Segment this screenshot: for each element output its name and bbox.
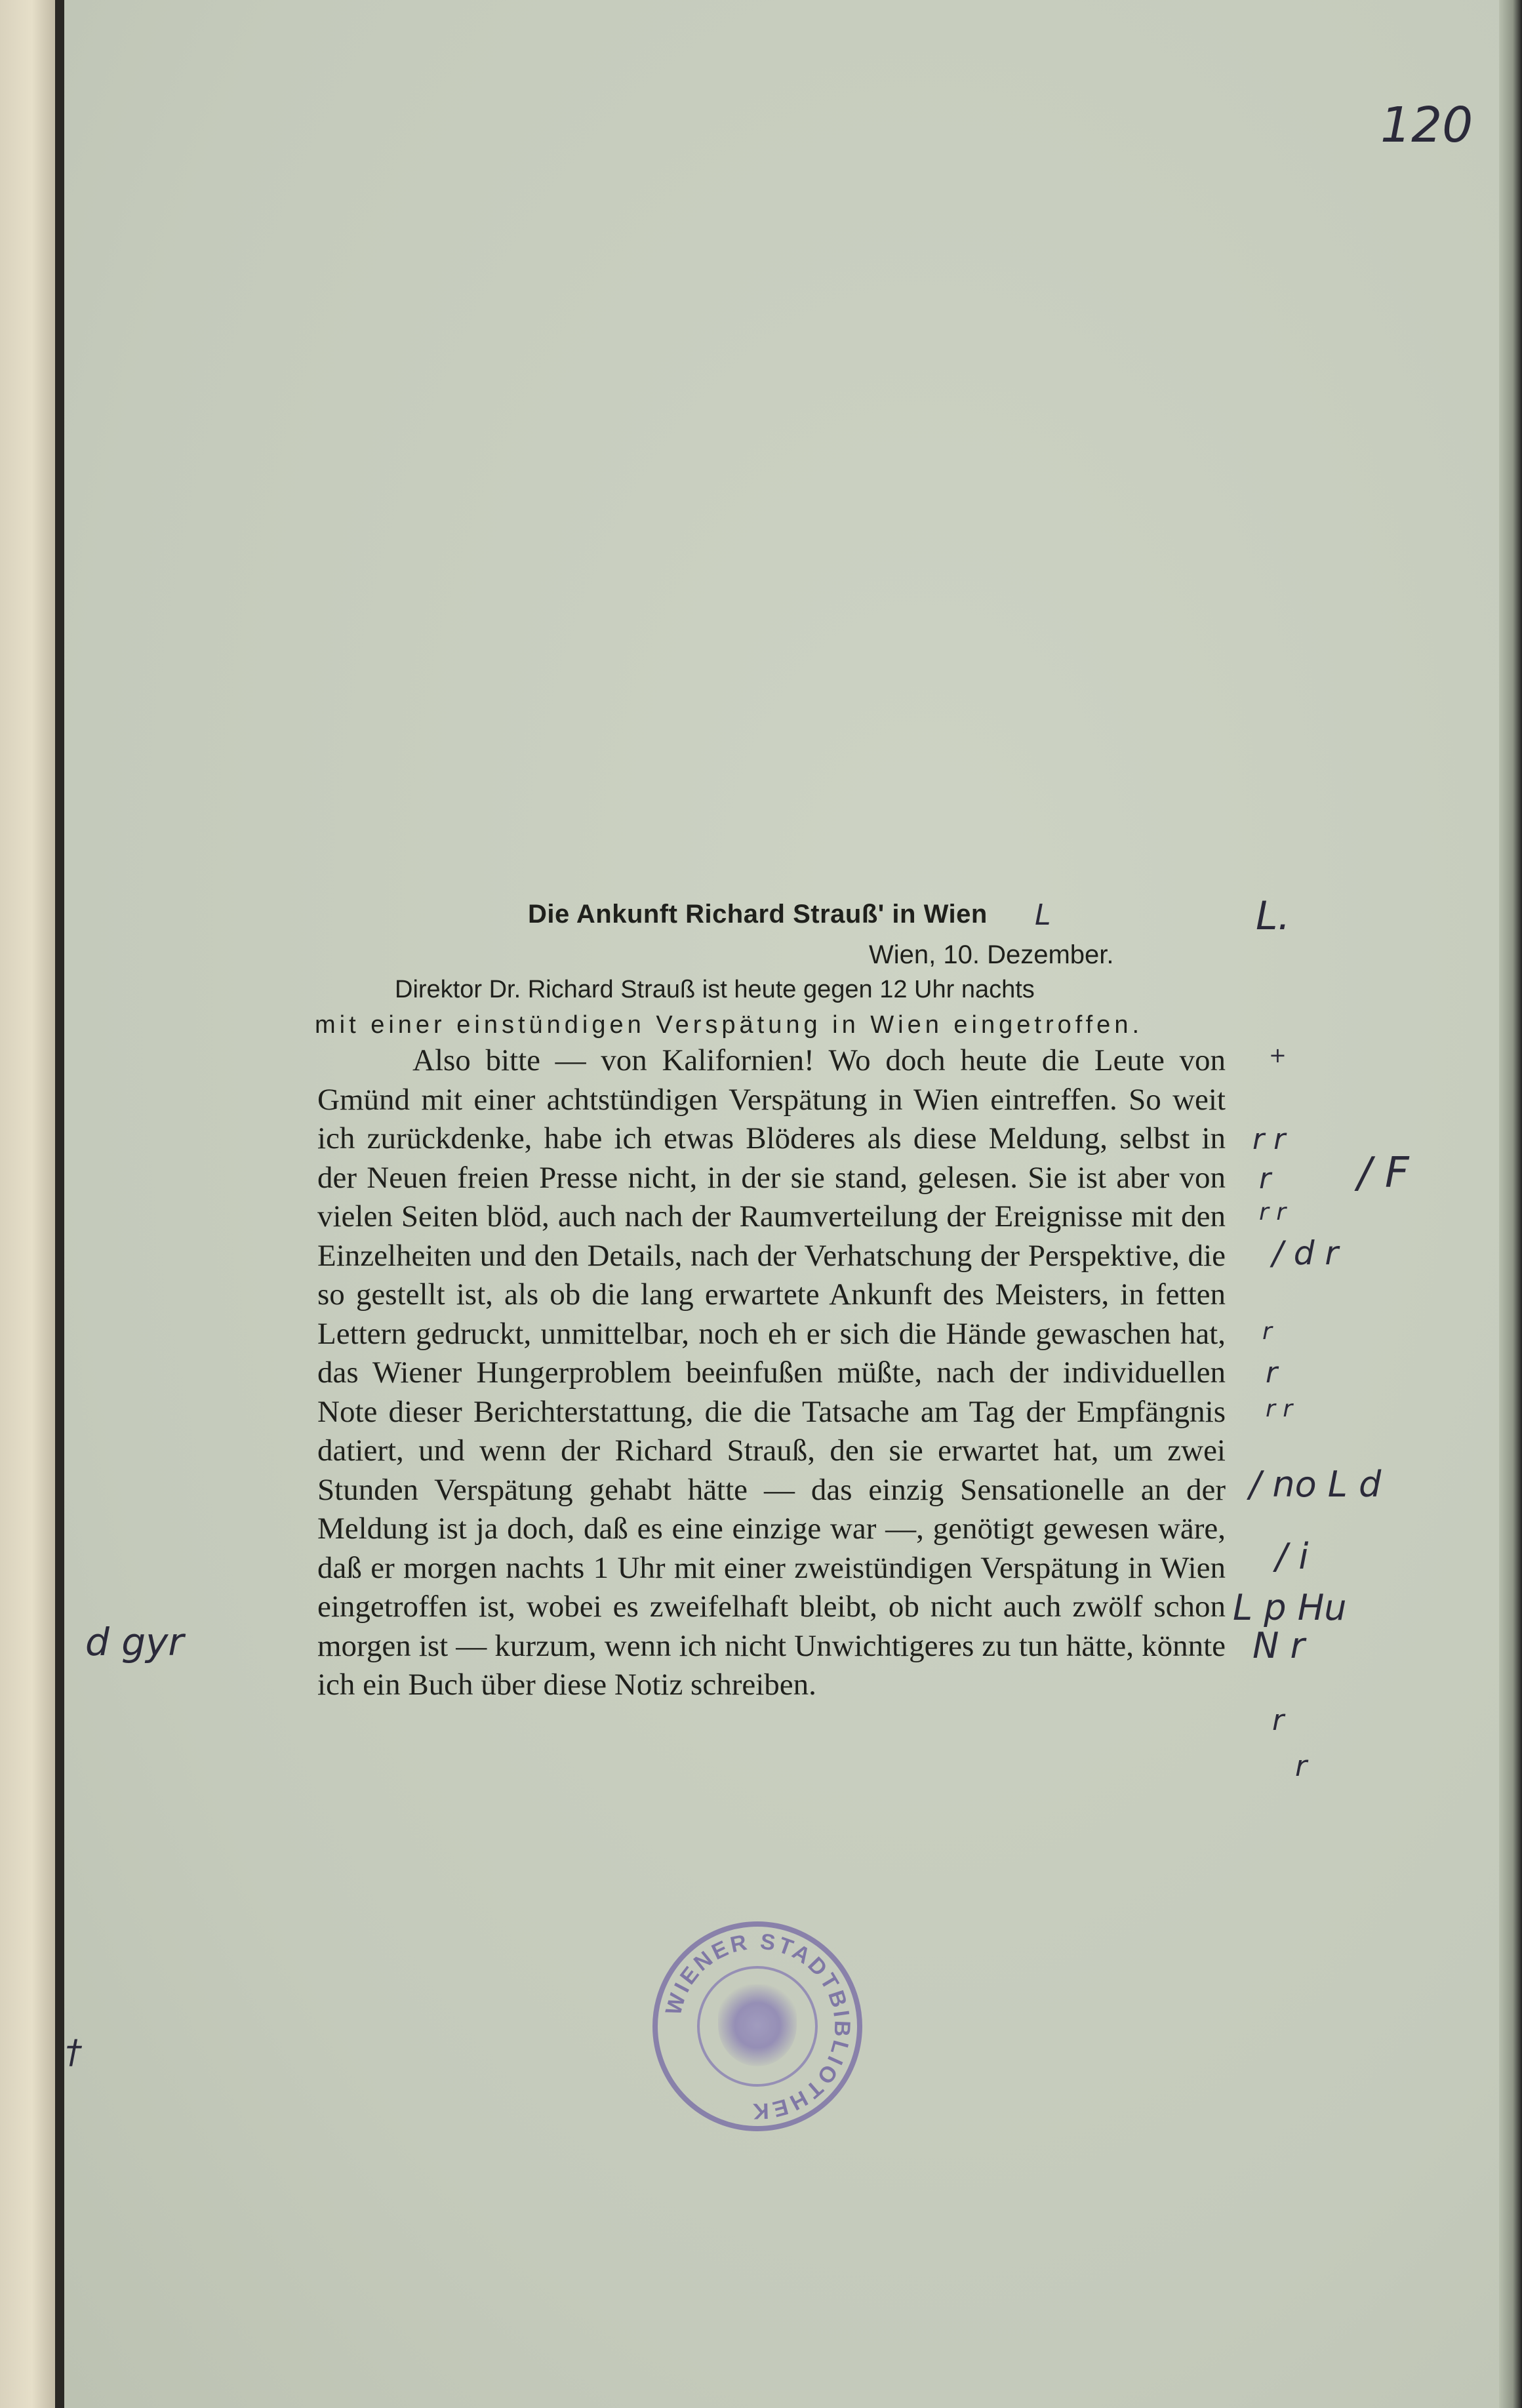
margin-mark-left: d gyr: [85, 1620, 184, 1664]
article-dateline: Wien, 10. Dezember.: [869, 940, 1114, 969]
margin-mark-10: / no L d: [1249, 1464, 1382, 1505]
margin-mark-headline: L: [1035, 898, 1051, 932]
margin-mark-15: r: [1295, 1750, 1308, 1783]
book-cover-edge: [0, 0, 58, 2408]
book-spine: [55, 0, 64, 2408]
article-body: [317, 1041, 1226, 1705]
body-paragraph: Also bitte — von Kalifornien! Wo doch heute die Leute von Gmünd mit einer achtstündigen Verspätung in Wien eintreffen. So weit ich zurückdenke, habe ich etwas Blöderes als diese Meldung, selbst in der Neuen freien Presse nicht, in der sie stand, gelesen. Sie ist aber von vielen Seiten blöd, auch nach der Raumverteilung der Ereignisse mit den Einzelheiten und den Details, nach der Verhatschung der Perspektive, die so gestellt ist, als ob die lang erwartete Ankunft des Meisters, in fetten Lettern gedruckt, unmittelbar, noch eh er sich die Hände gewaschen hat, das Wiener Hungerproblem beeinfußen müßte, nach der individuellen Note dieser Berichterstattung, die die Tatsache am Tag der Empfängnis datiert, und wenn der Richard Strauß, den sie erwartet hat, um zwei Stunden Verspätung gehabt hätte — das einzig Sensationelle an der Meldung ist ja doch, daß es eine einzige war —, genötigt gewesen wäre, daß er morgen nachts 1 Uhr mit einer zweistündigen Verspätung in Wien eingetroffen ist, wobei es zweifelhaft bleibt, ob nicht auch zwölf schon morgen ist — kurzum, wenn ich nicht Unwichtigeres zu tun hätte, könnte ich ein Buch über diese Notiz schreiben.: [317, 1043, 1226, 1702]
margin-mark-5: r r: [1259, 1199, 1287, 1226]
library-stamp: [652, 1921, 862, 2131]
margin-mark-right-top: L.: [1256, 893, 1291, 939]
margin-mark-3: r: [1259, 1162, 1272, 1195]
margin-mark-1: +: [1269, 1043, 1287, 1068]
margin-mark-6: / d r: [1272, 1234, 1338, 1272]
margin-mark-9: r r: [1266, 1395, 1293, 1422]
margin-mark-13: N r: [1252, 1625, 1305, 1666]
margin-mark-left-lower: †: [66, 2033, 82, 2071]
eagle-icon: [718, 1984, 797, 2066]
margin-mark-2: r r: [1252, 1123, 1286, 1156]
margin-mark-7: r: [1262, 1318, 1272, 1345]
margin-mark-4: / F: [1357, 1149, 1409, 1197]
page-number: 120: [1380, 97, 1473, 153]
stamp-label: WIENER STADTBIBLIOTHEK: [660, 1929, 855, 2124]
margin-mark-14: r: [1272, 1704, 1285, 1737]
article-lead-line-2: mit einer einstündigen Verspätung in Wien eingetroffen.: [315, 1011, 1144, 1039]
margin-mark-8: r: [1266, 1356, 1278, 1390]
article-lead-line-1: Direktor Dr. Richard Strauß ist heute gegen 12 Uhr nachts: [395, 976, 1035, 1003]
article-headline: Die Ankunft Richard Strauß' in Wien: [528, 900, 988, 929]
margin-mark-12: L p Hu: [1233, 1587, 1347, 1628]
margin-mark-11: / i: [1275, 1536, 1309, 1577]
page-edge-shadow: [1499, 0, 1522, 2408]
